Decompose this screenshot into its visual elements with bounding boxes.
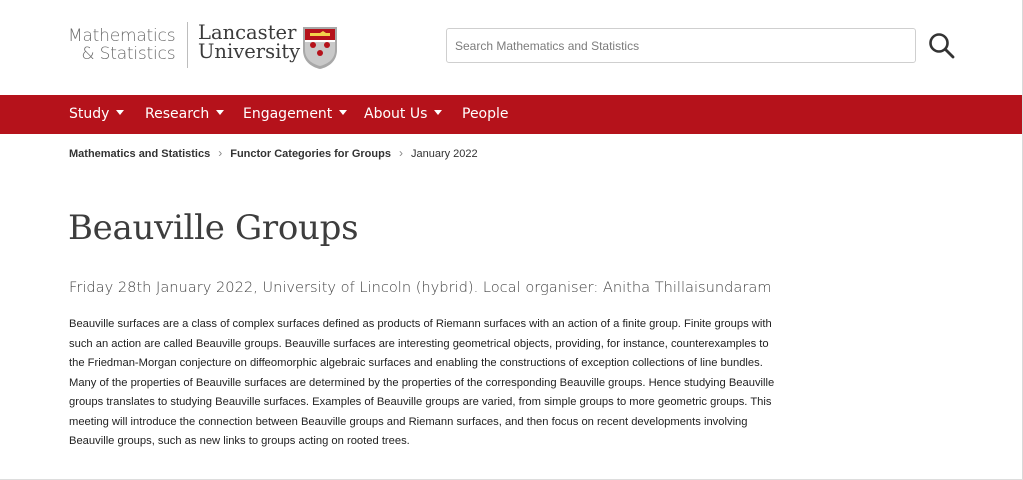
breadcrumb: [69, 146, 478, 160]
nav-label: Engagement: [243, 106, 333, 122]
nav-item-people[interactable]: [462, 95, 509, 134]
department-line-1: Mathematics: [68, 26, 176, 46]
nav-label: People: [462, 106, 509, 122]
main-navigation: [0, 95, 1023, 134]
search-input[interactable]: [446, 28, 916, 63]
caret-down-icon: [116, 110, 124, 115]
breadcrumb-link-mathematics-and-statistics[interactable]: Mathematics and Statistics: [69, 148, 211, 160]
page-title: Beauville Groups: [68, 208, 359, 248]
chevron-right-icon: ›: [218, 146, 223, 160]
department-line-2: & Statistics: [81, 44, 176, 64]
chevron-right-icon: ›: [398, 146, 403, 160]
university-name[interactable]: [198, 23, 300, 61]
event-subtitle: Friday 28th January 2022, University of Lincoln (hybrid). Local organiser: Anitha Thillaisundaram: [69, 279, 772, 296]
department-name[interactable]: [68, 27, 175, 63]
nav-label: Study: [69, 106, 110, 122]
lancaster-crest-icon: [302, 26, 338, 70]
logo-divider: [187, 22, 188, 68]
nav-label: About Us: [364, 106, 428, 122]
nav-item-engagement[interactable]: [243, 95, 347, 134]
caret-down-icon: [339, 110, 347, 115]
university-line-1: Lancaster: [198, 21, 297, 44]
breadcrumb-link-functor-categories[interactable]: Functor Categories for Groups: [230, 148, 391, 160]
event-description: Beauville surfaces are a class of complex surfaces defined as products of Riemann surfaces with an action of a finite group. Finite groups with such an action are called Beauville groups. Beauville surfaces are interesting geometrical objects, providing, for instance, counterexamples to the Friedman-Morgan conjecture on diffeomorphic algebraic surfaces and enabling the constructions of exception collections of line bundles. Many of the properties of Beauville surfaces are determined by the properties of the corresponding Beauville groups. Hence studying Beauville groups translates to studying Beauville surfaces. Examples of Beauville groups are varied, from simple groups to more geometric groups. This meeting will introduce the connection between Beauville groups and Riemann surfaces, and then focus on recent developments involving Beauville groups, such as new links to groups acting on rooted trees.: [69, 318, 775, 447]
university-line-2: University: [198, 40, 301, 63]
nav-item-research[interactable]: [145, 95, 224, 134]
caret-down-icon: [216, 110, 224, 115]
search-icon[interactable]: [926, 30, 958, 62]
nav-item-study[interactable]: [69, 95, 124, 134]
site-header: [0, 0, 1023, 95]
nav-item-about-us[interactable]: [364, 95, 442, 134]
caret-down-icon: [434, 110, 442, 115]
breadcrumb-current: January 2022: [410, 148, 478, 160]
nav-label: Research: [145, 106, 210, 122]
